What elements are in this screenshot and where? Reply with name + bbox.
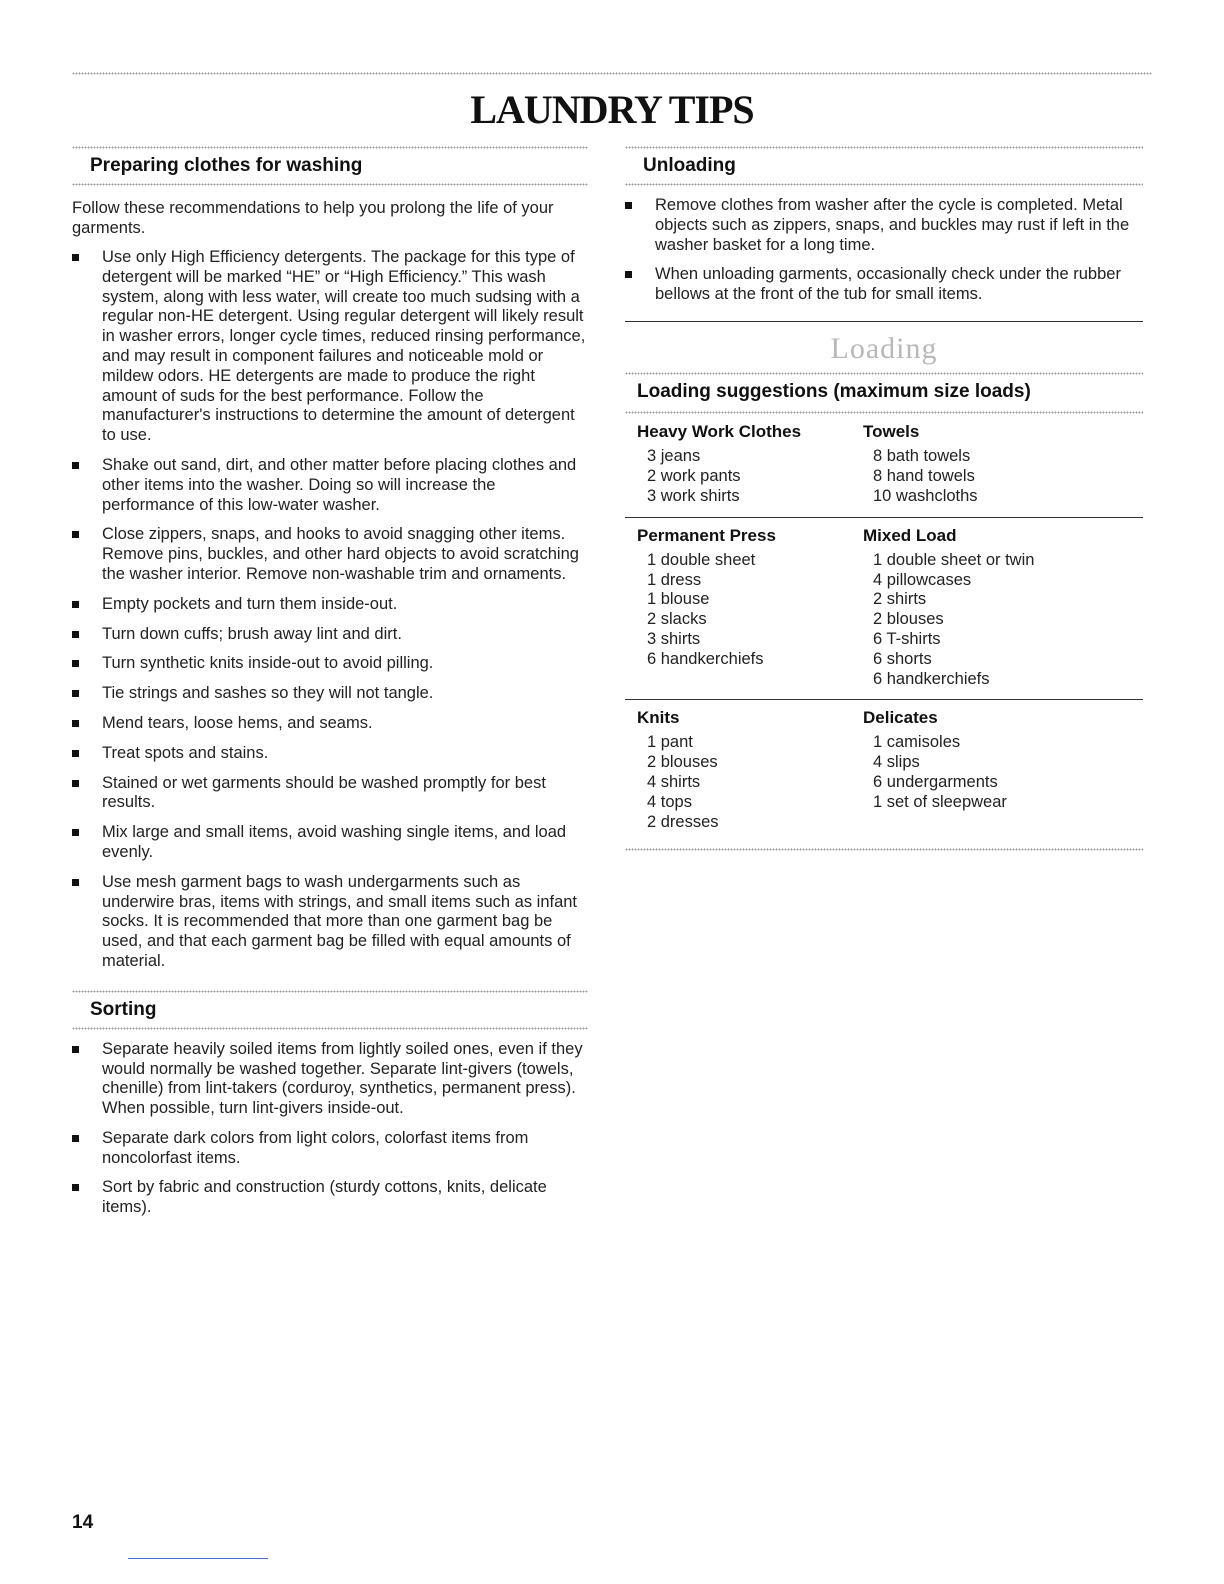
sorting-section-header	[72, 990, 588, 1030]
list-item	[72, 625, 588, 645]
divider	[72, 183, 588, 186]
list-item-text: Separate heavily soiled items from lightly soiled ones, even if they would normally be washed together. Separate lint-givers (towels, chenille) from lint-takers (corduroy, synthetics, permanent press). When possible, turn lint-givers inside-out.	[102, 1039, 583, 1118]
list-item	[625, 265, 1143, 305]
list-item-text: Stained or wet garments should be washed promptly for best results.	[102, 773, 546, 812]
list-item	[72, 1178, 588, 1218]
list-item	[72, 456, 588, 515]
divider	[625, 183, 1143, 186]
top-divider	[72, 72, 1152, 75]
load-category	[863, 422, 1089, 506]
load-item: 3 work shirts	[647, 487, 740, 506]
load-item: 6 undergarments	[873, 773, 998, 792]
load-item: 1 camisoles	[873, 733, 961, 752]
load-category	[637, 708, 863, 832]
square-bullet-icon	[72, 1046, 79, 1053]
load-item: 8 hand towels	[873, 467, 975, 486]
preparing-heading: Preparing clothes for washing	[90, 155, 363, 176]
list-item	[72, 1129, 588, 1169]
loading-subtitle: Loading suggestions (maximum size loads)	[637, 381, 1031, 403]
list-item	[72, 684, 588, 704]
list-item	[72, 823, 588, 863]
square-bullet-icon	[72, 1135, 79, 1142]
divider	[625, 146, 1143, 149]
list-item	[72, 595, 588, 615]
list-item-text: Turn synthetic knits inside-out to avoid pilling.	[102, 654, 434, 673]
divider	[625, 372, 1143, 375]
page-title: LAUNDRY TIPS	[470, 87, 754, 132]
load-item: 3 shirts	[647, 630, 701, 649]
load-item: 3 jeans	[647, 447, 701, 466]
preparing-intro: Follow these recommendations to help you prolong the life of your garments.	[72, 199, 554, 237]
square-bullet-icon	[72, 601, 79, 608]
load-category-heading: Towels	[863, 422, 920, 442]
list-item-text: Mend tears, loose hems, and seams.	[102, 713, 373, 732]
load-item: 10 washcloths	[873, 487, 978, 506]
list-item-text: Close zippers, snaps, and hooks to avoid snagging other items. Remove pins, buckles, and other hard objects to avoid scratching the washer interior. Remove non-washable trim and ornaments.	[102, 525, 579, 583]
load-item: 4 tops	[647, 792, 692, 811]
list-item	[72, 1040, 588, 1119]
load-item: 6 handkerchiefs	[647, 649, 764, 668]
load-category	[637, 422, 863, 506]
list-item	[72, 714, 588, 734]
list-item	[72, 744, 588, 764]
load-category-heading: Knits	[637, 708, 680, 728]
load-item: 1 set of sleepwear	[873, 792, 1007, 811]
list-item-text: Empty pockets and turn them inside-out.	[102, 594, 398, 613]
load-category	[863, 708, 1089, 832]
load-item: 4 slips	[873, 753, 920, 772]
load-item: 2 slacks	[647, 610, 707, 629]
load-row	[625, 517, 1143, 700]
square-bullet-icon	[72, 531, 79, 538]
list-item	[625, 196, 1143, 255]
load-item: 2 work pants	[647, 467, 741, 486]
divider	[72, 146, 588, 149]
left-column	[72, 146, 588, 1218]
square-bullet-icon	[72, 750, 79, 757]
load-category	[863, 526, 1089, 690]
square-bullet-icon	[625, 202, 632, 209]
list-item-text: Separate dark colors from light colors, colorfast items from noncolorfast items.	[102, 1128, 529, 1167]
list-item	[72, 248, 588, 446]
load-item: 4 shirts	[647, 773, 701, 792]
list-item-text: Tie strings and sashes so they will not tangle.	[102, 684, 434, 703]
load-item: 4 pillowcases	[873, 570, 972, 589]
load-item: 1 pant	[647, 733, 693, 752]
load-row	[625, 699, 1143, 842]
preparing-bullet-list	[72, 248, 588, 972]
preparing-section-header	[72, 146, 588, 186]
square-bullet-icon	[72, 631, 79, 638]
unloading-section-header	[625, 146, 1143, 186]
list-item-text: Shake out sand, dirt, and other matter before placing clothes and other items into the washer. Doing so will increase the performance of this low-water washer.	[102, 455, 577, 514]
load-item: 1 dress	[647, 570, 702, 589]
list-item-text: Use only High Efficiency detergents. The package for this type of detergent will be marked “HE” or “High Efficiency.” This wash system, along with less water, will create too much sudsing with a regular non-HE detergent. Using regular detergent will likely result in washer errors, longer cycle times, reduced rinsing performance, and may result in component failures and noticeable mold or mildew odors. HE detergents are made to produce the right amount of suds for the best performance. Follow the manufacturer's instructions to determine the amount of detergent to use.	[102, 248, 586, 445]
loading-title: Loading	[830, 332, 938, 366]
list-item-text: Turn down cuffs; brush away lint and dirt.	[102, 624, 402, 643]
list-item-text: Remove clothes from washer after the cycle is completed. Metal objects such as zippers, snaps, and buckles may rust if left in the washer basket for a long time.	[655, 196, 1130, 254]
sorting-heading: Sorting	[90, 998, 157, 1020]
footer-link-underline	[128, 1558, 268, 1559]
square-bullet-icon	[72, 720, 79, 727]
load-item: 1 double sheet or twin	[873, 550, 1035, 569]
divider	[625, 321, 1143, 323]
right-column	[625, 146, 1143, 851]
load-item: 2 blouses	[873, 610, 944, 629]
unloading-bullet-list	[625, 196, 1143, 305]
square-bullet-icon	[72, 1184, 79, 1191]
square-bullet-icon	[72, 879, 79, 886]
load-item: 6 shorts	[873, 649, 932, 668]
list-item-text: Sort by fabric and construction (sturdy cottons, knits, delicate items).	[102, 1178, 547, 1217]
divider	[72, 990, 588, 993]
load-category	[637, 526, 863, 690]
list-item	[72, 525, 588, 584]
load-category-heading: Delicates	[863, 708, 938, 728]
load-category-heading: Heavy Work Clothes	[637, 422, 802, 442]
load-item: 2 dresses	[647, 812, 719, 831]
list-item-text: When unloading garments, occasionally check under the rubber bellows at the front of the tub for small items.	[655, 265, 1121, 304]
square-bullet-icon	[72, 462, 79, 469]
list-item-text: Mix large and small items, avoid washing single items, and load evenly.	[102, 823, 567, 861]
load-item: 8 bath towels	[873, 447, 971, 466]
list-item	[72, 654, 588, 674]
square-bullet-icon	[72, 829, 79, 836]
load-category-heading: Permanent Press	[637, 525, 776, 545]
load-item: 6 handkerchiefs	[873, 669, 990, 688]
divider	[625, 848, 1143, 851]
load-item: 6 T-shirts	[873, 630, 941, 649]
list-item	[72, 774, 588, 814]
square-bullet-icon	[72, 690, 79, 697]
square-bullet-icon	[72, 660, 79, 667]
loading-table	[625, 414, 1143, 842]
sorting-section	[72, 990, 588, 1218]
unloading-heading: Unloading	[643, 155, 736, 176]
square-bullet-icon	[72, 780, 79, 787]
list-item-text: Treat spots and stains.	[102, 743, 269, 762]
square-bullet-icon	[625, 271, 632, 278]
load-item: 1 blouse	[647, 590, 710, 609]
load-row	[625, 414, 1143, 516]
load-category-heading: Mixed Load	[863, 525, 957, 545]
load-item: 1 double sheet	[647, 550, 756, 569]
divider	[72, 1027, 588, 1030]
load-item: 2 blouses	[647, 753, 718, 772]
list-item-text: Use mesh garment bags to wash undergarments such as underwire bras, items with strings, and small items such as infant socks. It is recommended that more than one garment bag be used, and that each garment bag be filled with equal amounts of material.	[102, 872, 578, 970]
list-item	[72, 873, 588, 972]
square-bullet-icon	[72, 254, 79, 261]
load-item: 2 shirts	[873, 590, 927, 609]
page-number: 14	[72, 1512, 94, 1533]
sorting-bullet-list	[72, 1040, 588, 1218]
